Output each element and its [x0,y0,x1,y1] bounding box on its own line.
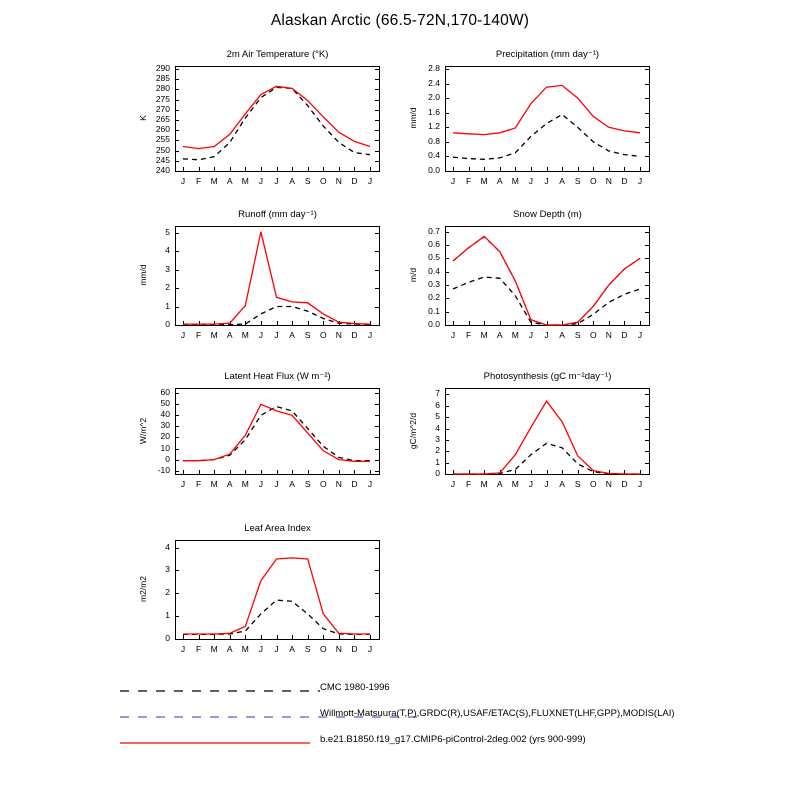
x-axis-tick-label: J [180,176,186,186]
data-series-line [453,401,640,474]
y-axis-tick-label: 5 [435,411,440,422]
y-axis-tick-label: 2.0 [428,92,440,103]
x-axis-tick-label: J [528,330,534,340]
x-axis-tick-label: J [528,479,534,489]
panel-title: Latent Heat Flux (W m⁻²) [224,371,331,382]
data-series-line [183,407,370,461]
x-axis-tick-label: A [559,330,565,340]
x-axis-tick-label: S [574,330,581,340]
x-axis-tick-label: N [335,644,342,654]
x-axis-tick-label: F [465,176,472,186]
y-axis-tick-label: 1.6 [428,106,440,117]
x-axis-tick-label: D [621,176,628,186]
x-axis-tick-label: S [304,176,311,186]
y-axis-tick-label: 5 [165,226,170,237]
legend-label: CMC 1980-1996 [320,682,390,693]
y-axis-tick-label: 245 [155,154,170,165]
y-axis-tick-label: 0 [165,633,170,643]
x-axis-tick-label: S [304,330,311,340]
y-axis-tick-label: 1 [165,300,170,311]
legend-item [120,682,800,708]
y-axis-tick-label: 7 [435,388,440,399]
y-axis-label: m/d [408,267,418,283]
x-axis-tick-label: J [274,479,279,489]
y-axis-tick-label: 2 [165,587,170,598]
x-axis-tick-label: M [480,330,488,340]
x-axis-tick-label: A [496,176,503,186]
x-axis-tick-label: M [210,330,218,340]
x-axis-tick-label: D [351,330,358,340]
data-series-line [453,443,640,474]
y-axis-tick-label: 0.0 [428,319,440,329]
x-axis-tick-label: M [511,176,519,186]
series-layer [175,66,380,172]
x-axis-tick-label: N [605,330,612,340]
y-axis-tick-label: 0.4 [428,150,440,161]
y-axis-tick-label: 0 [165,453,170,464]
x-axis-tick-label: J [180,644,186,654]
x-axis-tick-label: J [544,176,549,186]
panel-title: Photosynthesis (gC m⁻²day⁻¹) [483,371,612,382]
y-axis-tick-label: 255 [155,134,170,145]
panel-title: Snow Depth (m) [513,209,582,220]
data-series-line [453,85,640,134]
y-axis-label: mm/d [408,107,418,129]
x-axis-tick-label: N [605,479,612,489]
x-axis-tick-label: M [210,479,218,489]
y-axis-tick-label: 265 [155,114,170,124]
y-axis-tick-label: 290 [155,63,170,73]
x-axis-tick-label: O [589,176,597,186]
legend-item [120,708,800,734]
x-axis-tick-label: M [480,176,488,186]
x-axis-tick-label: A [496,330,503,340]
x-axis-tick-label: O [319,644,327,654]
y-axis-tick-label: 0.3 [428,279,440,289]
y-axis-tick-label: 6 [435,399,440,410]
panel-title: Precipitation (mm day⁻¹) [495,49,600,60]
x-axis-tick-label: J [258,330,264,340]
y-axis-tick-label: 3 [435,433,440,444]
x-axis-tick-label: S [304,479,311,489]
x-axis-tick-label: D [351,644,358,654]
y-axis-label: K [138,115,148,121]
y-axis-tick-label: 0 [435,468,440,478]
series-layer [445,388,650,475]
x-axis-tick-label: F [195,176,202,186]
y-axis-tick-label: 0.6 [428,239,440,249]
y-axis-tick-label: 2.8 [428,63,440,73]
y-axis-label: W/m^2 [138,417,148,444]
chart-panel-runoff [138,209,380,340]
chart-panel-air-temperature [138,49,380,186]
legend-label: b.e21.B1850.f19_g17.CMIP6-piControl-2deg.002 (yrs 900-999) [320,734,586,745]
panel-title: 2m Air Temperature (°K) [226,49,329,60]
y-axis-tick-label: 4 [165,245,170,256]
y-axis-tick-label: 4 [165,541,170,552]
series-layer [175,226,380,326]
x-axis-tick-label: F [195,644,202,654]
x-axis-tick-label: M [511,479,519,489]
chart-panel-precipitation [408,49,650,186]
x-axis-tick-label: D [621,479,628,489]
x-axis-tick-label: M [480,479,488,489]
series-layer [175,388,380,475]
x-axis-tick-label: F [195,330,202,340]
page-title: Alaskan Arctic (66.5-72N,170-140W) [270,12,530,29]
x-axis-tick-label: D [351,176,358,186]
x-axis-tick-label: A [226,479,233,489]
x-axis-tick-label: D [351,479,358,489]
y-axis-tick-label: 2 [435,445,440,456]
series-layer [445,66,650,172]
data-series-line [183,404,370,461]
y-axis-label: gC/m^2/d [408,412,418,449]
x-axis-tick-label: N [605,176,612,186]
chart-panel-latent-heat-flux [138,371,380,489]
x-axis-tick-label: M [511,330,519,340]
x-axis-tick-label: A [289,479,295,489]
y-axis-tick-label: 0.7 [428,225,440,236]
panel-title: Leaf Area Index [244,523,311,534]
x-axis-tick-label: J [367,176,373,186]
y-axis-tick-label: 270 [155,103,170,114]
x-axis-tick-label: J [450,176,456,186]
x-axis-tick-label: J [637,479,643,489]
y-axis-tick-label: 1 [165,610,170,621]
x-axis-tick-label: J [367,479,373,489]
y-axis-tick-label: 40 [160,409,170,420]
y-axis-tick-label: 0.1 [428,305,440,316]
x-axis-tick-label: S [574,176,581,186]
series-layer [175,540,380,640]
x-axis-tick-label: A [226,330,233,340]
x-axis-tick-label: J [258,176,264,186]
x-axis-tick-label: N [335,479,342,489]
y-axis-tick-label: 4 [435,422,440,433]
y-axis-tick-label: 50 [160,398,170,409]
x-axis-tick-label: M [241,644,249,654]
y-axis-label: m2/m2 [138,576,148,602]
y-axis-tick-label: 0 [165,319,170,329]
data-series-line [183,558,370,634]
x-axis-tick-label: J [544,330,549,340]
x-axis-tick-label: A [496,479,503,489]
x-axis-tick-label: O [319,479,327,489]
y-axis-tick-label: 280 [155,83,170,94]
y-axis-tick-label: 2.4 [428,77,440,88]
legend-item [120,734,800,760]
x-axis-tick-label: J [528,176,534,186]
y-axis-tick-label: 250 [155,144,170,155]
x-axis-tick-label: A [226,644,233,654]
x-axis-tick-label: J [274,644,279,654]
x-axis-tick-label: J [258,644,264,654]
data-series-line [183,600,370,634]
x-axis-tick-label: A [289,644,295,654]
y-axis-tick-label: -10 [157,464,170,475]
y-axis-tick-label: 0.2 [428,292,440,303]
x-axis-tick-label: A [226,176,233,186]
x-axis-tick-label: F [465,479,472,489]
x-axis-tick-label: A [559,176,565,186]
y-axis-tick-label: 0.5 [428,252,440,263]
y-axis-tick-label: 0.0 [428,165,440,175]
y-axis-tick-label: 1 [435,456,440,467]
y-axis-tick-label: 275 [155,93,170,104]
chart-panel-snow-depth [408,209,650,340]
x-axis-tick-label: J [450,330,456,340]
y-axis-tick-label: 0.8 [428,135,440,146]
x-axis-tick-label: M [241,176,249,186]
legend-label: Willmott-Matsuura(T,P),GRDC(R),USAF/ETAC(S),FLUXNET(LHF,GPP),MODIS(LAI) [320,708,675,719]
x-axis-tick-label: A [559,479,565,489]
data-series-line [183,232,370,324]
x-axis-tick-label: M [210,644,218,654]
x-axis-tick-label: M [241,479,249,489]
x-axis-tick-label: D [621,330,628,340]
x-axis-tick-label: J [274,330,279,340]
y-axis-tick-label: 30 [160,420,170,431]
x-axis-tick-label: F [195,479,202,489]
y-axis-tick-label: 1.2 [428,121,440,132]
data-series-line [453,277,640,325]
x-axis-tick-label: J [637,176,643,186]
y-axis-tick-label: 240 [155,165,170,175]
data-series-line [183,87,370,159]
x-axis-tick-label: J [274,176,279,186]
x-axis-tick-label: A [289,330,295,340]
x-axis-tick-label: S [574,479,581,489]
x-axis-tick-label: O [589,330,597,340]
legend [120,682,800,760]
x-axis-tick-label: N [335,176,342,186]
x-axis-tick-label: J [258,479,264,489]
data-series-line [453,236,640,325]
y-axis-tick-label: 60 [160,387,170,398]
x-axis-tick-label: M [241,330,249,340]
x-axis-tick-label: J [367,330,373,340]
x-axis-tick-label: O [589,479,597,489]
x-axis-tick-label: A [289,176,295,186]
x-axis-tick-label: J [180,330,186,340]
data-series-line [183,86,370,148]
y-axis-tick-label: 2 [165,282,170,293]
y-axis-tick-label: 20 [160,431,170,442]
x-axis-tick-label: O [319,176,327,186]
x-axis-tick-label: F [465,330,472,340]
x-axis-tick-label: J [450,479,456,489]
y-axis-label: mm/d [138,264,148,286]
y-axis-tick-label: 10 [160,442,170,453]
y-axis-tick-label: 285 [155,73,170,84]
y-axis-tick-label: 3 [165,564,170,575]
x-axis-tick-label: S [304,644,311,654]
x-axis-tick-label: J [367,644,373,654]
x-axis-tick-label: J [544,479,549,489]
panel-title: Runoff (mm day⁻¹) [238,209,317,220]
data-series-line [453,115,640,160]
series-layer [445,226,650,326]
chart-panel-leaf-area-index [138,523,380,654]
x-axis-tick-label: J [637,330,643,340]
chart-panel-photosynthesis [408,371,650,489]
y-axis-tick-label: 0.4 [428,265,440,276]
x-axis-tick-label: O [319,330,327,340]
x-axis-tick-label: M [210,176,218,186]
x-axis-tick-label: J [180,479,186,489]
y-axis-tick-label: 260 [155,124,170,135]
x-axis-tick-label: N [335,330,342,340]
y-axis-tick-label: 3 [165,263,170,274]
